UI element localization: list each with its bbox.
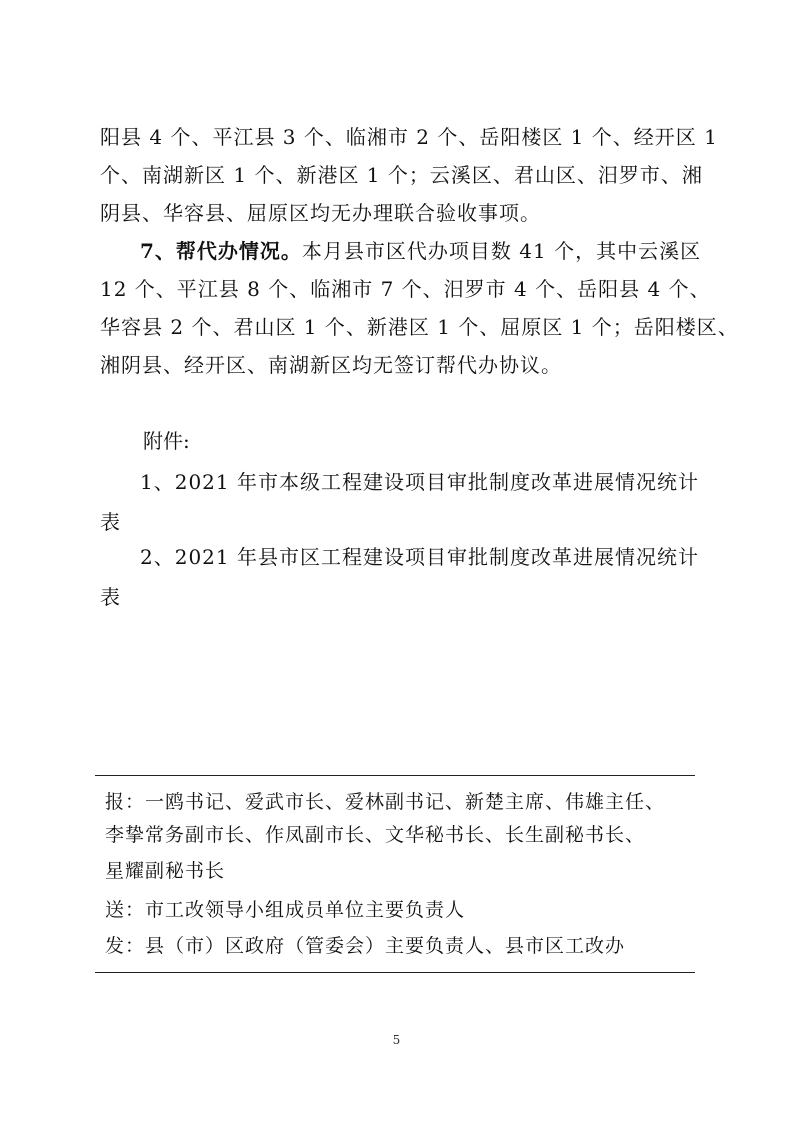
body-text — [100, 118, 739, 384]
paragraph-line: 个、南湖新区 1 个、新港区 1 个；云溪区、君山区、汨罗市、湘 — [100, 163, 703, 187]
section-heading: 7、帮代办情况。 — [140, 239, 302, 263]
divider-bottom — [95, 972, 695, 973]
paragraph-line: 湘阴县、经开区、南湖新区均无签订帮代办协议。 — [100, 353, 562, 377]
paragraph-text: 本月县市区代办项目数 41 个，其中云溪区 — [301, 239, 702, 263]
paragraph-line: 12 个、平江县 8 个、临湘市 7 个、汨罗市 4 个、岳阳县 4 个、 — [100, 277, 711, 301]
page-number: 5 — [392, 1033, 401, 1047]
paragraph-line: 阳县 4 个、平江县 3 个、临湘市 2 个、岳阳楼区 1 个、经开区 1 — [100, 125, 718, 149]
attachment-item-1 — [100, 462, 700, 542]
distribution-send: 送：市工改领导小组成员单位主要负责人 — [105, 899, 466, 921]
paragraph-line: 华容县 2 个、君山区 1 个、新港区 1 个、屈原区 1 个；岳阳楼区、 — [100, 315, 739, 339]
distribution-report-line: 李挚常务副市长、作凤副市长、文华秘书长、长生副秘书长、 — [105, 824, 646, 846]
attachment-line: 表 — [100, 585, 121, 609]
paragraph-line — [100, 232, 700, 270]
distribution-report-line: 报：一鸥书记、爱武市长、爱林副书记、新楚主席、伟雄主任、 — [105, 791, 666, 813]
attachment-line: 1、2021 年市本级工程建设项目审批制度改革进展情况统计 — [140, 470, 699, 494]
paragraph-line: 阴县、华容县、屈原区均无办理联合验收事项。 — [100, 201, 541, 225]
divider-top — [95, 775, 695, 776]
attachment-line: 表 — [100, 510, 121, 534]
attachment-item-2 — [100, 537, 700, 617]
distribution-report-line: 星耀副秘书长 — [105, 860, 226, 882]
attachments-heading: 附件: — [143, 429, 190, 453]
distribution-issue: 发：县（市）区政府（管委会）主要负责人、县市区工改办 — [105, 935, 626, 957]
attachment-line: 2、2021 年县市区工程建设项目审批制度改革进展情况统计 — [140, 545, 699, 569]
